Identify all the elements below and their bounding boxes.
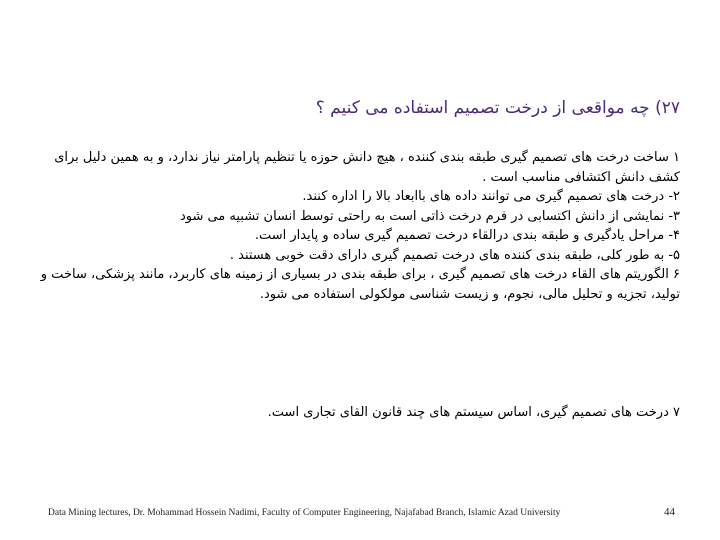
list-item-7: ۷ درخت های تصمیم گیری، اساس سیستم های چند قانون القای تجاری است.: [267, 405, 680, 420]
list-item-3: ۳- نمایشی از دانش اکتسابی در فرم درخت ذاتی است به راحتی توسط انسان تشبیه می شود: [179, 208, 680, 224]
slide-footer: Data Mining lectures, Dr. Mohammad Hossein Nadimi, Faculty of Computer Engineering, Najafabad Branch, Islamic Azad University: [48, 508, 561, 518]
list-item-4: ۴- مراحل یادگیری و طبقه بندی درالقاء درخت تصمیم گیری ساده و پایدار است.: [254, 228, 680, 243]
list-item-6: ۶ الگوریتم های القاء درخت های تصمیم گیری ، برای طبقه بندی در بسیاری از زمینه های کاربرد، مانند پزشکی، ساخت و تولید، تجزیه و تحلیل مالی، نجوم، و زیست شناسی مولکولی استفاده می شود.: [40, 267, 680, 302]
page-number: 44: [664, 506, 675, 518]
list-item-2: ۲- درخت های تصمیم گیری می توانند داده های باابعاد بالا را اداره کنند.: [302, 189, 680, 204]
list-item-1: ۱ ساخت درخت های تصمیم گیری طبقه بندی کننده ، هیچ دانش حوزه یا تنظیم پارامتر نیاز ندارد، و به همین دلیل برای کشف دانش اکتشافی مناسب است .: [54, 150, 680, 185]
slide-title: ۲۷) چه مواقعی از درخت تصمیم استفاده می کنیم ؟: [315, 98, 680, 118]
slide-body: [40, 148, 680, 304]
list-item-5: ۵- به طور کلی، طبقه بندی کننده های درخت تصمیم گیری دارای دقت خوبی هستند .: [229, 247, 680, 263]
